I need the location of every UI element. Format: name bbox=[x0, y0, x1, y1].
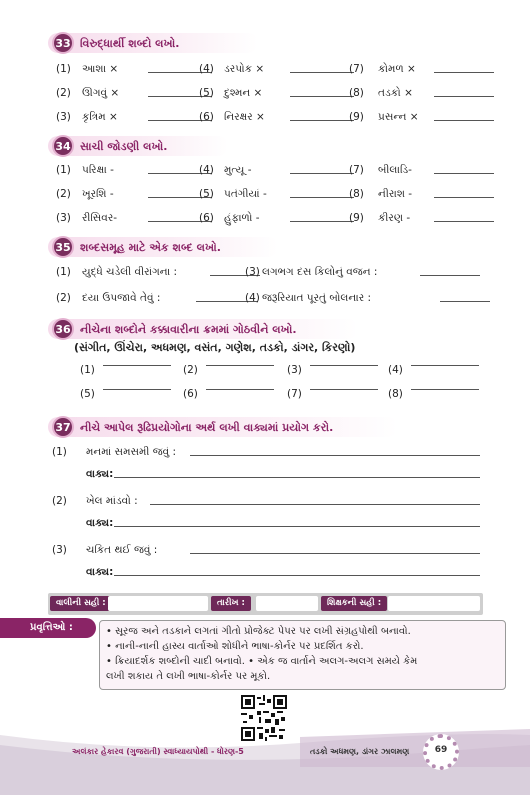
item-number: (8) bbox=[349, 87, 364, 99]
activity-line: • ક્રિયાદર્શક શબ્દોની ચાદી બનાવો. • એક જ વાર્તાને અલગ-અલગ સમયે કેમ bbox=[106, 656, 418, 667]
item-word: કૃત્રિમ × bbox=[82, 111, 118, 123]
answer-line[interactable] bbox=[434, 120, 494, 121]
item-word: હુંફાળો - bbox=[224, 212, 260, 224]
answer-line[interactable] bbox=[114, 526, 480, 527]
item-word: ઊગવું × bbox=[82, 87, 120, 99]
item-number: (9) bbox=[349, 111, 364, 123]
sentence-label: વાક્ય: bbox=[86, 468, 114, 480]
item-number: (4) bbox=[388, 364, 403, 376]
page-number: 69 bbox=[434, 745, 448, 755]
item-word: દુશ્મન × bbox=[224, 87, 263, 99]
sentence-label: વાક્ય: bbox=[86, 566, 114, 578]
item-number: (2) bbox=[56, 292, 71, 304]
answer-line[interactable] bbox=[434, 173, 494, 174]
item-number: (1) bbox=[56, 63, 71, 75]
section-title: વિરુદ્ધાર્થી શબ્દો લખો. bbox=[80, 37, 180, 50]
item-word: નિરક્ષર × bbox=[224, 111, 265, 123]
item-number: (7) bbox=[349, 63, 364, 75]
answer-line[interactable] bbox=[114, 477, 480, 478]
item-number: (2) bbox=[183, 364, 198, 376]
answer-line[interactable] bbox=[420, 275, 480, 276]
item-number: (3) bbox=[56, 111, 71, 123]
item-phrase: જરૂરિયાત પૂરતું બોલનાર : bbox=[262, 292, 372, 304]
question-number-badge: 34 bbox=[52, 135, 74, 157]
item-number: (3) bbox=[245, 266, 260, 278]
answer-line[interactable] bbox=[440, 301, 490, 302]
activity-line: લખી શકાય તે લખી ભાષા-કોર્નર પર મૂકો. bbox=[106, 671, 271, 682]
answer-line[interactable] bbox=[103, 389, 171, 390]
item-phrase: દયા ઉપજાવે તેવું : bbox=[82, 292, 161, 304]
answer-line[interactable] bbox=[290, 173, 354, 174]
item-number: (9) bbox=[349, 212, 364, 224]
activity-line: • સૂરજ અને તડકાને લગતાં ગીતો પ્રોજેક્ટ પેપર પર લખી સંગ્રહપોથી બનાવો. bbox=[106, 626, 411, 637]
answer-line[interactable] bbox=[434, 96, 494, 97]
item-phrase: યુદ્ધે ચડેલી વીરાંગના : bbox=[82, 266, 178, 278]
date-label: તારીખ : bbox=[211, 596, 251, 611]
item-phrase: લગભગ દસ કિલોનું વજન : bbox=[262, 266, 378, 278]
answer-line[interactable] bbox=[190, 455, 480, 456]
question-number-badge: 35 bbox=[52, 236, 74, 258]
answer-line[interactable] bbox=[150, 504, 480, 505]
section-title: નીચે આપેલ રૂઢિપ્રયોગોના અર્થ લખી વાક્યમાં પ્રયોગ કરો. bbox=[80, 421, 334, 434]
item-number: (6) bbox=[199, 212, 214, 224]
item-number: (3) bbox=[56, 212, 71, 224]
item-number: (7) bbox=[349, 164, 364, 176]
question-number-badge: 37 bbox=[52, 416, 74, 438]
answer-line[interactable] bbox=[190, 553, 480, 554]
answer-line[interactable] bbox=[103, 365, 171, 366]
sentence-label: વાક્ય: bbox=[86, 517, 114, 529]
answer-line[interactable] bbox=[310, 365, 378, 366]
word-list: (સંગીત, ઊંચેરા, અધમણ, વસંત, ગણેશ, તડકો, ડાંગર, કિરણો) bbox=[74, 341, 356, 354]
item-number: (2) bbox=[56, 188, 71, 200]
item-word: પતંગીયાં - bbox=[224, 188, 267, 200]
item-number: (8) bbox=[388, 388, 403, 400]
item-number: (1) bbox=[56, 266, 71, 278]
item-number: (4) bbox=[199, 63, 214, 75]
question-number-badge: 36 bbox=[52, 318, 74, 340]
item-number: (3) bbox=[52, 544, 67, 556]
item-number: (4) bbox=[245, 292, 260, 304]
item-number: (5) bbox=[80, 388, 95, 400]
item-number: (4) bbox=[199, 164, 214, 176]
idiom-text: ખેલ માંડવો : bbox=[86, 495, 138, 507]
answer-line[interactable] bbox=[290, 120, 354, 121]
item-word: નીરાશ - bbox=[378, 188, 413, 200]
activities-label: પ્રવૃત્તિઓ : bbox=[0, 618, 96, 638]
answer-line[interactable] bbox=[290, 197, 354, 198]
section-title: નીચેના શબ્દોને કક્કાવારીના ક્રમમાં ગોઠવીને લખો. bbox=[80, 323, 297, 336]
item-word: ડરપોક × bbox=[224, 63, 265, 75]
activity-line: • નાની-નાની હાસ્ય વાર્તાઓ શોધીને ભાષા-કોર્નર પર પ્રદર્શિત કરો. bbox=[106, 641, 364, 652]
item-word: બીલાડિ- bbox=[378, 164, 412, 176]
teacher-signature-label: શિક્ષકની સહી : bbox=[321, 596, 387, 611]
answer-line[interactable] bbox=[411, 389, 479, 390]
answer-line[interactable] bbox=[434, 221, 494, 222]
item-number: (2) bbox=[52, 495, 67, 507]
item-number: (6) bbox=[183, 388, 198, 400]
footer-book-title: અલંકાર હેકારવ (ગુજરાતી) સ્વાધ્યાયપોથી - ધોરણ-5 bbox=[72, 747, 244, 756]
item-word: કીરણ - bbox=[378, 212, 411, 224]
answer-line[interactable] bbox=[206, 389, 274, 390]
answer-line[interactable] bbox=[290, 96, 354, 97]
section-title: શબ્દસમૂહ માટે એક શબ્દ લખો. bbox=[80, 241, 221, 254]
answer-line[interactable] bbox=[114, 575, 480, 576]
item-number: (3) bbox=[287, 364, 302, 376]
item-number: (1) bbox=[52, 446, 67, 458]
item-word: આશા × bbox=[82, 63, 119, 75]
date-field[interactable] bbox=[256, 596, 318, 611]
item-word: કોમળ × bbox=[378, 63, 416, 75]
question-number-badge: 33 bbox=[52, 32, 74, 54]
item-word: પ્રસન્ન × bbox=[378, 111, 419, 123]
item-number: (6) bbox=[199, 111, 214, 123]
item-number: (5) bbox=[199, 188, 214, 200]
item-number: (8) bbox=[349, 188, 364, 200]
item-word: પરિક્ષા - bbox=[82, 164, 114, 176]
teacher-signature-field[interactable] bbox=[388, 596, 480, 611]
section-title: સાચી જોડણી લખો. bbox=[80, 140, 168, 153]
item-word: તડકો × bbox=[378, 87, 413, 99]
answer-line[interactable] bbox=[290, 72, 354, 73]
answer-line[interactable] bbox=[434, 197, 494, 198]
item-word: મુત્યૂ - bbox=[224, 164, 252, 176]
idiom-text: ચકિત થઈ જવું : bbox=[86, 544, 158, 556]
answer-line[interactable] bbox=[411, 365, 479, 366]
item-word: ખૂરશિ - bbox=[82, 188, 114, 200]
item-number: (7) bbox=[287, 388, 302, 400]
answer-line[interactable] bbox=[206, 365, 274, 366]
item-word: રીસિવર- bbox=[82, 212, 118, 224]
item-number: (1) bbox=[80, 364, 95, 376]
item-number: (1) bbox=[56, 164, 71, 176]
answer-line[interactable] bbox=[310, 389, 378, 390]
item-number: (2) bbox=[56, 87, 71, 99]
item-number: (5) bbox=[199, 87, 214, 99]
footer-chapter-title: તડકો અધમણ, ડાંગર ઝાલમણ bbox=[310, 747, 410, 756]
answer-line[interactable] bbox=[290, 221, 354, 222]
idiom-text: મનમાં સમસમી જવું : bbox=[86, 446, 177, 458]
parent-signature-label: વાલીની સહી : bbox=[50, 596, 112, 611]
parent-signature-field[interactable] bbox=[108, 596, 208, 611]
answer-line[interactable] bbox=[434, 72, 494, 73]
